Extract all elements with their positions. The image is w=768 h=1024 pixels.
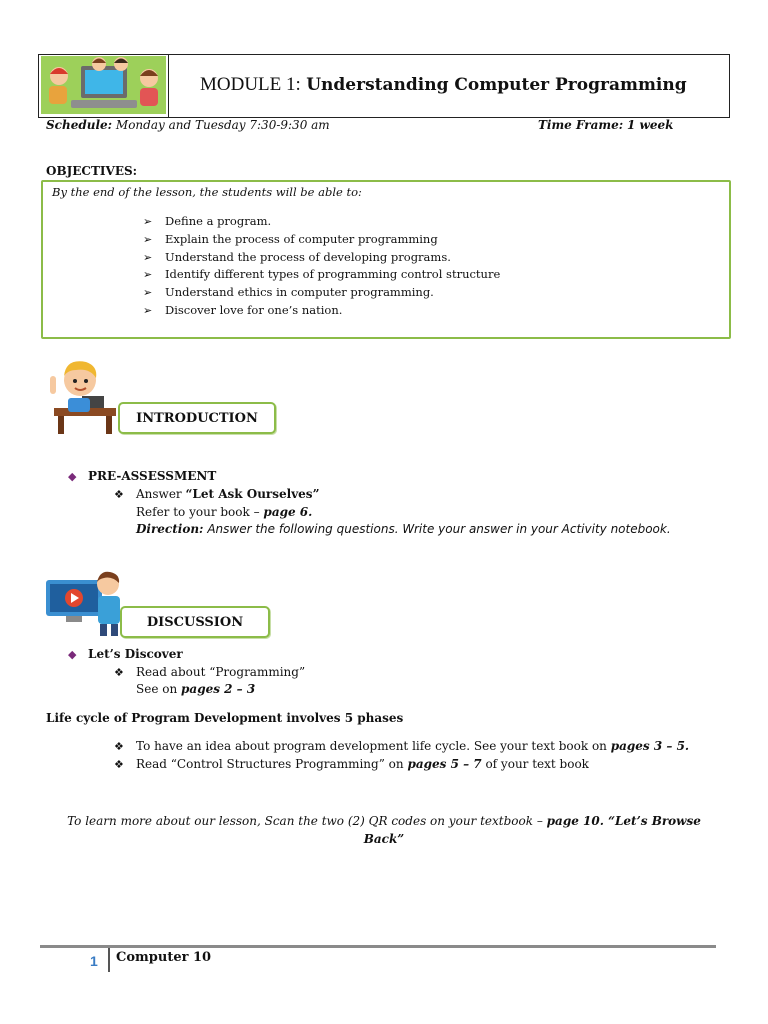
idea-line: ❖ To have an idea about program development life cycle. See your text book on pages 3 – 5. [114,739,690,753]
objectives-heading: OBJECTIVES: [46,164,138,178]
learn-more-line-2: Back” [363,832,405,846]
answer-line: ❖ Answer “Let Ask Ourselves” [114,487,320,501]
footer-divider [108,948,110,972]
arrow-bullet-icon: ➢ [143,286,153,299]
discussion-label: DISCUSSION [120,606,270,638]
arrow-bullet-icon: ➢ [143,215,153,228]
objective-item: ➢ Define a program. [143,214,272,228]
header-divider [168,54,169,118]
boy-at-desk-illustration [46,356,122,436]
objective-item: ➢ Understand ethics in computer programming. [143,285,434,299]
boy-presenting-illustration [44,570,128,636]
read-about-line: ❖ Read about “Programming” [114,665,306,679]
arrow-bullet-icon: ➢ [143,304,153,317]
read-control-structures-line: ❖ Read “Control Structures Programming” on pages 5 – 7 of your text book [114,757,589,771]
bullet-marker-icon: ◆ [68,470,77,483]
time-frame [538,118,673,132]
objective-item: ➢ Understand the process of developing programs. [143,250,451,264]
module-number: MODULE 1: [200,74,301,95]
see-on-line: See on pages 2 – 3 [136,682,256,696]
kids-computer-illustration [41,56,166,114]
footer-subject: Computer 10 [116,950,212,965]
arrow-bullet-icon: ➢ [143,268,153,281]
arrow-bullet-icon: ➢ [143,233,153,246]
introduction-label: INTRODUCTION [118,402,276,434]
diamond-bullet-icon: ❖ [114,666,124,679]
module-subtitle: Understanding Computer Programming [306,75,687,95]
lets-discover: ◆ Let’s Discover [68,647,183,661]
time-frame-value: 1 week [627,118,674,132]
life-cycle-heading: Life cycle of Program Development involves 5 phases [46,711,404,725]
time-frame-label: Time Frame: [538,118,624,132]
refer-line: Refer to your book – page 6. [136,505,313,519]
arrow-bullet-icon: ➢ [143,251,153,264]
objective-item: ➢ Explain the process of computer programming [143,232,438,246]
schedule [46,118,330,132]
objective-item: ➢ Identify different types of programming control structure [143,267,501,281]
schedule-label: Schedule: [46,118,113,132]
objectives-intro: By the end of the lesson, the students will be able to: [52,185,362,199]
objective-item: ➢ Discover love for one’s nation. [143,303,343,317]
direction-line: Direction: Answer the following questions. Write your answer in your Activity notebook. [136,522,671,536]
footer-rule [40,945,716,948]
learn-more-line-1: To learn more about our lesson, Scan the two (2) QR codes on your textbook – page 10. “Let’s Browse [67,814,701,828]
diamond-bullet-icon: ❖ [114,740,124,753]
page-number: 1 [90,953,98,969]
diamond-bullet-icon: ❖ [114,758,124,771]
schedule-value: Monday and Tuesday 7:30-9:30 am [115,118,330,132]
bullet-marker-icon: ◆ [68,648,77,661]
diamond-bullet-icon: ❖ [114,488,124,501]
module-title [200,74,687,96]
pre-assessment: ◆ PRE-ASSESSMENT [68,469,217,483]
